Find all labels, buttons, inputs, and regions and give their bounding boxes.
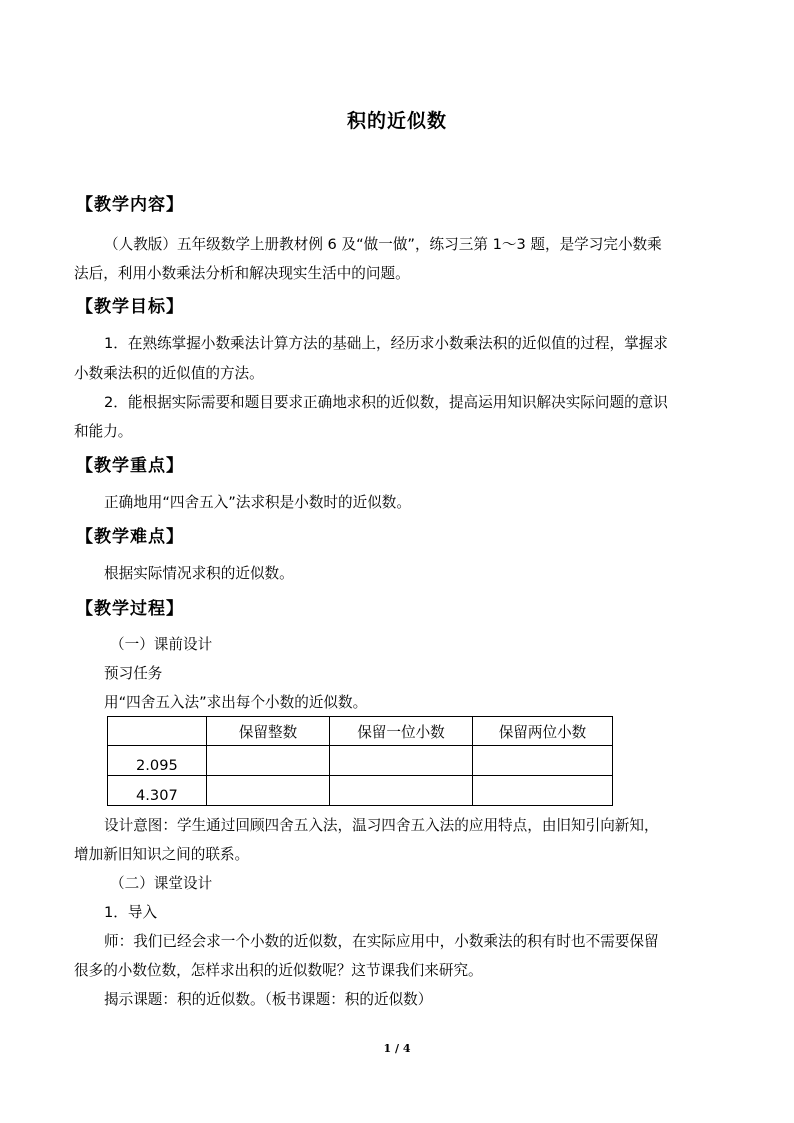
paragraph-line: 法后，利用小数乘法分析和解决现实生活中的问题。: [74, 265, 410, 282]
page-title: 积的近似数: [346, 110, 447, 132]
heading-teaching-content: 【教学内容】: [76, 195, 184, 215]
table-cell: [330, 746, 473, 776]
paragraph-line: 揭示课题：积的近似数。（板书课题：积的近似数）: [104, 991, 433, 1008]
heading-teaching-goals: 【教学目标】: [76, 297, 184, 317]
paragraph-line: 师：我们已经会求一个小数的近似数，在实际应用中，小数乘法的积有时也不需要保留: [104, 933, 659, 950]
paragraph-line: 1．在熟练掌握小数乘法计算方法的基础上，经历求小数乘法积的近似值的过程，掌握求: [104, 335, 668, 352]
table-cell: [473, 746, 613, 776]
table-cell: 4.307: [108, 776, 207, 806]
approximation-table: [107, 716, 613, 806]
table-cell: 2.095: [108, 746, 207, 776]
heading-teaching-process: 【教学过程】: [76, 599, 184, 619]
table-cell: [473, 776, 613, 806]
table-header-cell: 保留整数: [207, 717, 330, 746]
table-cell: [207, 746, 330, 776]
paragraph-line: （人教版）五年级数学上册教材例 6 及“做一做”，练习三第 1～3 题，是学习完小数乘: [104, 236, 662, 253]
paragraph-line: 小数乘法积的近似值的方法。: [74, 365, 264, 382]
table-header-row: [108, 717, 613, 746]
subsection-title: （一）课前设计: [110, 636, 213, 653]
paragraph-line: 和能力。: [74, 423, 133, 440]
paragraph-line: 用“四舍五入法”求出每个小数的近似数。: [104, 694, 368, 711]
table-cell: [207, 776, 330, 806]
heading-key-points: 【教学重点】: [76, 456, 184, 476]
subsection-title: （二）课堂设计: [110, 875, 213, 892]
page-number: 1 / 4: [383, 1042, 411, 1055]
paragraph-line: 很多的小数位数，怎样求出积的近似数呢？这节课我们来研究。: [74, 962, 483, 979]
paragraph-line: 预习任务: [104, 665, 163, 682]
table-row: [108, 776, 613, 806]
paragraph-line: 1．导入: [104, 904, 158, 921]
heading-difficulties: 【教学难点】: [76, 527, 184, 547]
paragraph-line: 正确地用“四舍五入”法求积是小数时的近似数。: [104, 494, 411, 511]
table-header-cell: 保留一位小数: [330, 717, 473, 746]
paragraph-line: 2．能根据实际需要和题目要求正确地求积的近似数，提高运用知识解决实际问题的意识: [104, 394, 668, 411]
table-cell: [330, 776, 473, 806]
paragraph-line: 根据实际情况求积的近似数。: [104, 565, 294, 582]
table-header-cell: 保留两位小数: [473, 717, 613, 746]
table-header-cell: [108, 717, 207, 746]
paragraph-line: 增加新旧知识之间的联系。: [74, 846, 250, 863]
table-row: [108, 746, 613, 776]
paragraph-line: 设计意图：学生通过回顾四舍五入法，温习四舍五入法的应用特点，由旧知引向新知，: [104, 817, 659, 834]
